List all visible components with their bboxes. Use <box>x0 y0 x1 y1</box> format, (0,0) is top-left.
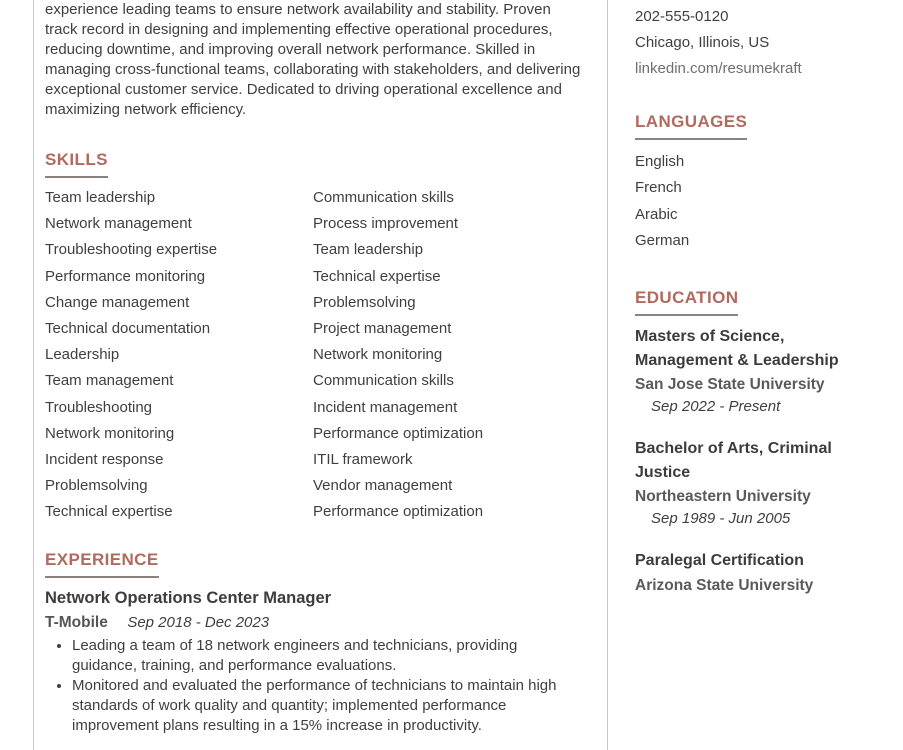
education-item <box>635 437 885 529</box>
skill-item: Incident management <box>313 398 458 416</box>
job-bullet: • Monitored and evaluated the performance of technicians to maintain high standards of work quality and quantity; implemented performance improvement plans resulting in a 15% increase in productivity. <box>72 676 581 736</box>
column-divider <box>607 0 608 750</box>
education-degree: Masters of Science, Management & Leadership <box>635 328 839 369</box>
education-dates: Sep 2022 - Present <box>651 398 781 416</box>
education-school: Northeastern University <box>635 488 811 506</box>
skill-item: Technical expertise <box>45 503 173 521</box>
education-item <box>635 325 885 417</box>
skill-item: Performance optimization <box>313 503 484 521</box>
skill-item: Technical expertise <box>313 267 441 285</box>
language-item: French <box>635 179 682 197</box>
skill-item: Performance optimization <box>313 424 484 442</box>
education-degree: Bachelor of Arts, Criminal Justice <box>635 440 832 481</box>
skill-item: Project management <box>313 320 452 338</box>
experience-heading: EXPERIENCE <box>45 549 159 578</box>
skill-item: Technical documentation <box>45 320 211 338</box>
page-left-border <box>33 0 34 750</box>
skills-section <box>45 149 581 526</box>
job-meta <box>45 612 581 633</box>
job-bullet: • Leading a team of 18 network engineers and technicians, providing guidance, training, and performance evaluations. <box>72 636 581 676</box>
skill-item: Performance monitoring <box>45 267 206 285</box>
skill-item: ITIL framework <box>313 451 413 469</box>
skills-heading: SKILLS <box>45 149 108 178</box>
skills-column-2 <box>313 185 581 526</box>
skill-item: Problemsolving <box>313 293 416 311</box>
language-item: German <box>635 231 690 249</box>
skill-item: Network management <box>45 215 192 233</box>
education-item <box>635 549 885 597</box>
languages-list <box>635 149 885 254</box>
sidebar-column <box>635 4 885 617</box>
skill-item: Leadership <box>45 346 120 364</box>
education-heading: EDUCATION <box>635 287 738 316</box>
education-degree: Paralegal Certification <box>635 552 804 570</box>
skills-column-1 <box>45 185 313 526</box>
education-school: Arizona State University <box>635 576 814 594</box>
language-item: Arabic <box>635 205 678 223</box>
skill-item: Network monitoring <box>45 424 175 442</box>
job-dates: Sep 2018 - Dec 2023 <box>127 613 270 631</box>
skill-item: Troubleshooting expertise <box>45 241 218 259</box>
language-item: English <box>635 153 685 170</box>
skill-item: Team leadership <box>45 189 156 206</box>
education-school: San Jose State University <box>635 376 825 394</box>
summary-text: experience leading teams to ensure network availability and stability. Proven track record in designing and implementing effective operational procedures, reducing downtime, and improving overall network performance. Skilled in managing cross-functional teams, collaborating with stakeholders, and delivering exceptional customer service. Dedicated to driving operational excellence and maximizing network efficiency. <box>45 1 581 118</box>
languages-heading: LANGUAGES <box>635 111 747 140</box>
contact-linkedin-link[interactable]: linkedin.com/resumekraft <box>635 60 802 77</box>
skills-grid <box>45 185 581 526</box>
skill-item: Change management <box>45 293 190 311</box>
job-entry <box>45 587 581 736</box>
skill-item: Process improvement <box>313 215 459 233</box>
skill-item: Network monitoring <box>313 346 443 364</box>
job-title: Network Operations Center Manager <box>45 588 332 607</box>
education-section <box>635 287 885 597</box>
experience-section <box>45 549 581 736</box>
languages-section <box>635 111 885 254</box>
skill-item: Problemsolving <box>45 477 148 495</box>
job-bullet-list <box>45 636 581 736</box>
job-company: T-Mobile <box>45 613 108 631</box>
skill-item: Troubleshooting <box>45 398 153 416</box>
contact-phone: 202-555-0120 <box>635 8 729 25</box>
skill-item: Communication skills <box>313 189 454 206</box>
skill-item: Team management <box>45 372 174 390</box>
education-list <box>635 325 885 597</box>
main-column <box>45 0 581 736</box>
skill-item: Communication skills <box>313 372 454 390</box>
education-dates: Sep 1989 - Jun 2005 <box>651 510 791 528</box>
contact-location: Chicago, Illinois, US <box>635 34 770 51</box>
skill-item: Team leadership <box>313 241 424 259</box>
skill-item: Incident response <box>45 451 164 469</box>
skill-item: Vendor management <box>313 477 453 495</box>
